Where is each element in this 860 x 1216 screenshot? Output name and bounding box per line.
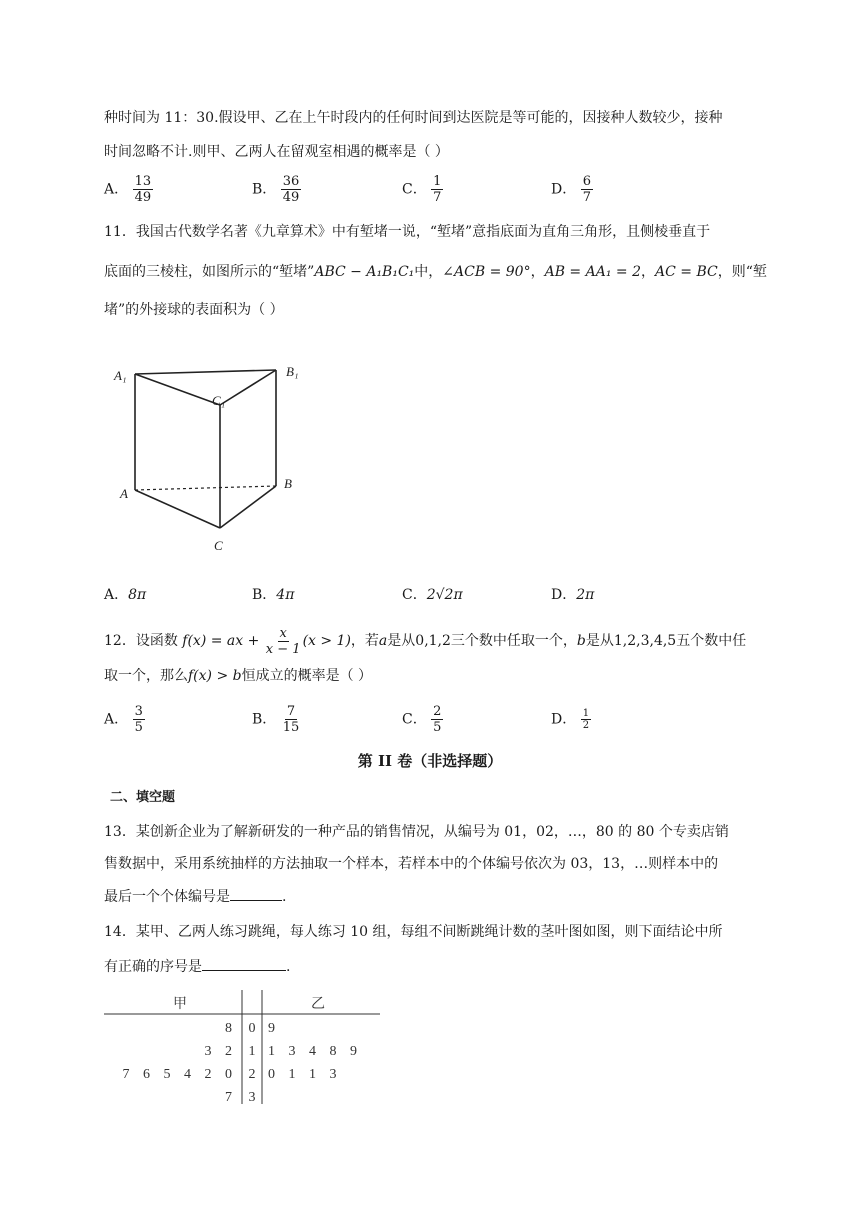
edge-b-c [220, 486, 276, 528]
q10-line2: 时间忽略不计.则甲、乙两人在留观室相遇的概率是（ ） [104, 144, 449, 160]
q13-line3: 最后一个个体编号是 . [104, 886, 286, 907]
leaf-right: 9 [268, 1021, 280, 1036]
q10-option-d[interactable]: D． $\frac{6}{7}$ [551, 174, 591, 205]
q11-option-d[interactable]: D．2π [551, 587, 595, 603]
fraction: $\frac{6}{7}$ [582, 174, 591, 205]
fraction: $\frac{x}{x - 1}$ [265, 625, 301, 657]
edge-b1-c1 [220, 370, 276, 405]
leaf-right: 1 3 4 8 9 [268, 1044, 362, 1059]
label-a: A [120, 486, 128, 501]
leaf-right: 0 1 1 3 [268, 1067, 342, 1082]
q12-option-b[interactable]: B． $\frac{7}{15}$ [252, 704, 300, 735]
q10-line1: 种时间为 11：30.假设甲、乙在上午时段内的任何时间到达医院是等可能的，因接种人数较少，接种 [104, 110, 723, 126]
q11-line1: 11．我国古代数学名著《九章算术》中有堑堵一说，“堑堵”意指底面为直角三角形，且侧棱垂直于 [104, 224, 711, 240]
stem: 0 [248, 1021, 256, 1036]
q12-option-d[interactable]: D． $\frac{1}{2}$ [551, 708, 590, 731]
fraction: $\frac{1}{2}$ [582, 708, 590, 731]
label-a1: A₁ [114, 368, 127, 383]
part2-title: 第 II 卷（非选择题） [357, 752, 503, 770]
fraction: $\frac{7}{15}$ [282, 704, 300, 735]
q11-option-a[interactable]: A．8π [104, 587, 147, 603]
edge-a1-b1 [135, 370, 276, 374]
q11-line3: 堵”的外接球的表面积为（ ） [104, 302, 284, 318]
stem: 2 [248, 1067, 256, 1082]
q12-option-c[interactable]: C． $\frac{2}{5}$ [402, 704, 442, 735]
leaf-left: 3 2 [204, 1044, 237, 1059]
q13-line1: 13．某创新企业为了解新研发的一种产品的销售情况，从编号为 01，02，…，80 的 80 个专卖店销 [104, 824, 729, 840]
edge-a-c [135, 490, 220, 528]
q11-option-b[interactable]: B．4π [252, 587, 295, 603]
q14-line2: 有正确的序号是 . [104, 956, 290, 977]
q12-line1: 12．设函数 f(x) = ax + $\frac{x}{x - 1}$ (x > 1)，若a是从0,1,2三个数中任取一个，b是从1,2,3,4,5五个数中任 [104, 625, 747, 657]
label-c: C [214, 538, 223, 553]
q13-line2: 售数据中，采用系统抽样的方法抽取一个样本，若样本中的个体编号依次为 03，13，…则样本中的 [104, 856, 719, 872]
leaf-left: 8 [225, 1021, 237, 1036]
edge-a-b-hidden [135, 486, 276, 490]
edge-a1-c1 [135, 374, 220, 405]
fraction: $\frac{1}{7}$ [433, 174, 442, 205]
fraction: $\frac{36}{49}$ [282, 174, 300, 205]
q14-line1: 14．某甲、乙两人练习跳绳，每人练习 10 组，每组不间断跳绳计数的茎叶图如图，则下面结论中所 [104, 924, 723, 940]
prism-figure [110, 360, 320, 560]
answer-blank[interactable] [202, 956, 286, 971]
label-c1: C₁ [212, 393, 226, 408]
stem: 1 [248, 1044, 256, 1059]
header-jia: 甲 [173, 997, 187, 1012]
leaf-left: 7 6 5 4 2 0 [122, 1067, 237, 1082]
q10-option-c[interactable]: C． $\frac{1}{7}$ [402, 174, 442, 205]
leaf-left: 7 [225, 1090, 237, 1105]
q10-option-a[interactable]: A． $\frac{13}{49}$ [104, 174, 152, 205]
header-yi: 乙 [311, 997, 325, 1012]
label-b: B [284, 476, 292, 491]
fraction: $\frac{3}{5}$ [134, 704, 143, 735]
q11-line2: 底面的三棱柱，如图所示的“堑堵”ABC − A₁B₁C₁中，∠ACB = 90°，AB = AA₁ = 2，AC = BC，则“堑 [104, 264, 767, 280]
q10-option-b[interactable]: B． $\frac{36}{49}$ [252, 174, 300, 205]
q12-option-a[interactable]: A． $\frac{3}{5}$ [104, 704, 143, 735]
label-b1: B₁ [286, 364, 299, 379]
stem-leaf-plot [104, 988, 394, 1108]
q12-line2: 取一个，那么f(x) > b恒成立的概率是（ ） [104, 668, 373, 684]
section-heading: 二、填空题 [110, 790, 176, 805]
stem: 3 [248, 1090, 256, 1105]
answer-blank[interactable] [230, 886, 282, 901]
fraction: $\frac{2}{5}$ [433, 704, 442, 735]
fraction: $\frac{13}{49}$ [134, 174, 152, 205]
q11-option-c[interactable]: C．2√2π [402, 587, 463, 603]
